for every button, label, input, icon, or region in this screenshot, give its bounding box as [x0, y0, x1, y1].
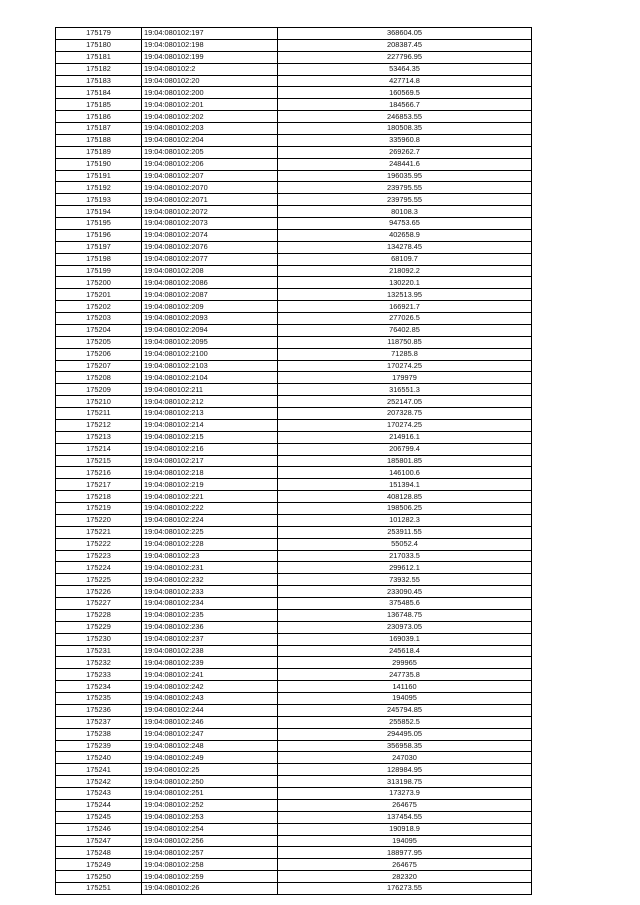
- table-row: [56, 111, 532, 123]
- cadastral-number-cell: 19:04:080102:224: [142, 514, 278, 526]
- row-id-cell: 175213: [56, 431, 142, 443]
- value-cell: 206799.4: [278, 443, 532, 455]
- row-id-cell: 175225: [56, 574, 142, 586]
- table-row: [56, 87, 532, 99]
- table-row: [56, 253, 532, 265]
- table-row: [56, 75, 532, 87]
- cadastral-number-cell: 19:04:080102:201: [142, 99, 278, 111]
- table-row: [56, 206, 532, 218]
- table-row: [56, 609, 532, 621]
- value-cell: 68109.7: [278, 253, 532, 265]
- table-row: [56, 681, 532, 693]
- cadastral-number-cell: 19:04:080102:2103: [142, 360, 278, 372]
- table-row: [56, 289, 532, 301]
- value-cell: 282320: [278, 871, 532, 883]
- row-id-cell: 175218: [56, 491, 142, 503]
- table-row: [56, 514, 532, 526]
- value-cell: 173273.9: [278, 788, 532, 800]
- table-row: [56, 372, 532, 384]
- table-row: [56, 182, 532, 194]
- cadastral-number-cell: 19:04:080102:199: [142, 51, 278, 63]
- value-cell: 137454.55: [278, 811, 532, 823]
- table-row: [56, 51, 532, 63]
- cadastral-number-cell: 19:04:080102:237: [142, 633, 278, 645]
- value-cell: 427714.8: [278, 75, 532, 87]
- cadastral-number-cell: 19:04:080102:216: [142, 443, 278, 455]
- cadastral-number-cell: 19:04:080102:2071: [142, 194, 278, 206]
- value-cell: 239795.55: [278, 194, 532, 206]
- table-row: [56, 752, 532, 764]
- row-id-cell: 175247: [56, 835, 142, 847]
- table-row: [56, 526, 532, 538]
- cadastral-number-cell: 19:04:080102:238: [142, 645, 278, 657]
- cadastral-number-cell: 19:04:080102:244: [142, 704, 278, 716]
- row-id-cell: 175227: [56, 598, 142, 610]
- row-id-cell: 175250: [56, 871, 142, 883]
- table-row: [56, 598, 532, 610]
- value-cell: 207328.75: [278, 408, 532, 420]
- cadastral-number-cell: 19:04:080102:225: [142, 526, 278, 538]
- value-cell: 233090.45: [278, 586, 532, 598]
- row-id-cell: 175182: [56, 63, 142, 75]
- table-row: [56, 455, 532, 467]
- row-id-cell: 175189: [56, 146, 142, 158]
- cadastral-number-cell: 19:04:080102:2093: [142, 313, 278, 325]
- cadastral-number-cell: 19:04:080102:2087: [142, 289, 278, 301]
- row-id-cell: 175205: [56, 336, 142, 348]
- row-id-cell: 175240: [56, 752, 142, 764]
- cadastral-number-cell: 19:04:080102:2100: [142, 348, 278, 360]
- value-cell: 294495.05: [278, 728, 532, 740]
- cadastral-number-cell: 19:04:080102:242: [142, 681, 278, 693]
- value-cell: 94753.65: [278, 218, 532, 230]
- value-cell: 73932.55: [278, 574, 532, 586]
- table-row: [56, 799, 532, 811]
- value-cell: 71285.8: [278, 348, 532, 360]
- table-row: [56, 562, 532, 574]
- value-cell: 227796.95: [278, 51, 532, 63]
- cadastral-number-cell: 19:04:080102:25: [142, 764, 278, 776]
- value-cell: 335960.8: [278, 134, 532, 146]
- value-cell: 80108.3: [278, 206, 532, 218]
- cadastral-number-cell: 19:04:080102:247: [142, 728, 278, 740]
- row-id-cell: 175229: [56, 621, 142, 633]
- value-cell: 188977.95: [278, 847, 532, 859]
- row-id-cell: 175211: [56, 408, 142, 420]
- row-id-cell: 175200: [56, 277, 142, 289]
- row-id-cell: 175192: [56, 182, 142, 194]
- row-id-cell: 175243: [56, 788, 142, 800]
- value-cell: 269262.7: [278, 146, 532, 158]
- value-cell: 166921.7: [278, 301, 532, 313]
- table-row: [56, 704, 532, 716]
- value-cell: 245794.85: [278, 704, 532, 716]
- table-row: [56, 776, 532, 788]
- table-row: [56, 301, 532, 313]
- table-row: [56, 693, 532, 705]
- row-id-cell: 175208: [56, 372, 142, 384]
- row-id-cell: 175186: [56, 111, 142, 123]
- cadastral-number-cell: 19:04:080102:253: [142, 811, 278, 823]
- value-cell: 253911.55: [278, 526, 532, 538]
- row-id-cell: 175193: [56, 194, 142, 206]
- value-cell: 198506.25: [278, 503, 532, 515]
- table-row: [56, 313, 532, 325]
- row-id-cell: 175238: [56, 728, 142, 740]
- table-row: [56, 859, 532, 871]
- row-id-cell: 175203: [56, 313, 142, 325]
- table-row: [56, 419, 532, 431]
- row-id-cell: 175185: [56, 99, 142, 111]
- table-row: [56, 491, 532, 503]
- row-id-cell: 175210: [56, 396, 142, 408]
- value-cell: 190918.9: [278, 823, 532, 835]
- cadastral-number-cell: 19:04:080102:2094: [142, 324, 278, 336]
- row-id-cell: 175251: [56, 883, 142, 895]
- cadastral-number-cell: 19:04:080102:204: [142, 134, 278, 146]
- row-id-cell: 175199: [56, 265, 142, 277]
- value-cell: 101282.3: [278, 514, 532, 526]
- value-cell: 180508.35: [278, 123, 532, 135]
- table-row: [56, 835, 532, 847]
- cadastral-number-cell: 19:04:080102:228: [142, 538, 278, 550]
- row-id-cell: 175183: [56, 75, 142, 87]
- table-row: [56, 621, 532, 633]
- value-cell: 136748.75: [278, 609, 532, 621]
- table-row: [56, 657, 532, 669]
- row-id-cell: 175234: [56, 681, 142, 693]
- cadastral-number-cell: 19:04:080102:256: [142, 835, 278, 847]
- table-row: [56, 871, 532, 883]
- row-id-cell: 175224: [56, 562, 142, 574]
- row-id-cell: 175197: [56, 241, 142, 253]
- cadastral-number-cell: 19:04:080102:200: [142, 87, 278, 99]
- cadastral-number-cell: 19:04:080102:197: [142, 28, 278, 40]
- table-row: [56, 336, 532, 348]
- value-cell: 356958.35: [278, 740, 532, 752]
- cadastral-number-cell: 19:04:080102:207: [142, 170, 278, 182]
- cadastral-number-cell: 19:04:080102:2104: [142, 372, 278, 384]
- value-cell: 218092.2: [278, 265, 532, 277]
- table-row: [56, 431, 532, 443]
- table-row: [56, 218, 532, 230]
- cadastral-number-cell: 19:04:080102:234: [142, 598, 278, 610]
- row-id-cell: 175237: [56, 716, 142, 728]
- cadastral-number-cell: 19:04:080102:231: [142, 562, 278, 574]
- cadastral-number-cell: 19:04:080102:2074: [142, 229, 278, 241]
- value-cell: 277026.5: [278, 313, 532, 325]
- row-id-cell: 175233: [56, 669, 142, 681]
- row-id-cell: 175191: [56, 170, 142, 182]
- row-id-cell: 175242: [56, 776, 142, 788]
- table-row: [56, 384, 532, 396]
- cadastral-number-cell: 19:04:080102:258: [142, 859, 278, 871]
- table-row: [56, 324, 532, 336]
- value-cell: 375485.6: [278, 598, 532, 610]
- cadastral-number-cell: 19:04:080102:211: [142, 384, 278, 396]
- value-cell: 208387.45: [278, 39, 532, 51]
- value-cell: 130220.1: [278, 277, 532, 289]
- cadastral-number-cell: 19:04:080102:215: [142, 431, 278, 443]
- cadastral-number-cell: 19:04:080102:206: [142, 158, 278, 170]
- row-id-cell: 175209: [56, 384, 142, 396]
- value-cell: 316551.3: [278, 384, 532, 396]
- row-id-cell: 175248: [56, 847, 142, 859]
- table-row: [56, 716, 532, 728]
- row-id-cell: 175216: [56, 467, 142, 479]
- row-id-cell: 175249: [56, 859, 142, 871]
- table-row: [56, 134, 532, 146]
- value-cell: 128984.95: [278, 764, 532, 776]
- row-id-cell: 175222: [56, 538, 142, 550]
- table-row: [56, 550, 532, 562]
- value-cell: 247735.8: [278, 669, 532, 681]
- value-cell: 184566.7: [278, 99, 532, 111]
- table-row: [56, 170, 532, 182]
- cadastral-number-cell: 19:04:080102:217: [142, 455, 278, 467]
- row-id-cell: 175241: [56, 764, 142, 776]
- row-id-cell: 175219: [56, 503, 142, 515]
- cadastral-number-cell: 19:04:080102:209: [142, 301, 278, 313]
- cadastral-number-cell: 19:04:080102:202: [142, 111, 278, 123]
- row-id-cell: 175235: [56, 693, 142, 705]
- cadastral-number-cell: 19:04:080102:243: [142, 693, 278, 705]
- cadastral-number-cell: 19:04:080102:233: [142, 586, 278, 598]
- row-id-cell: 175187: [56, 123, 142, 135]
- row-id-cell: 175236: [56, 704, 142, 716]
- table-row: [56, 229, 532, 241]
- row-id-cell: 175194: [56, 206, 142, 218]
- cadastral-number-cell: 19:04:080102:254: [142, 823, 278, 835]
- value-cell: 230973.05: [278, 621, 532, 633]
- value-cell: 264675: [278, 799, 532, 811]
- cadastral-number-cell: 19:04:080102:2073: [142, 218, 278, 230]
- cadastral-number-cell: 19:04:080102:205: [142, 146, 278, 158]
- table-row: [56, 633, 532, 645]
- table-body: [56, 28, 532, 895]
- table-row: [56, 538, 532, 550]
- row-id-cell: 175206: [56, 348, 142, 360]
- cadastral-number-cell: 19:04:080102:23: [142, 550, 278, 562]
- row-id-cell: 175202: [56, 301, 142, 313]
- table-row: [56, 348, 532, 360]
- value-cell: 368604.05: [278, 28, 532, 40]
- row-id-cell: 175198: [56, 253, 142, 265]
- value-cell: 169039.1: [278, 633, 532, 645]
- cadastral-number-cell: 19:04:080102:257: [142, 847, 278, 859]
- value-cell: 134278.45: [278, 241, 532, 253]
- row-id-cell: 175180: [56, 39, 142, 51]
- table-row: [56, 265, 532, 277]
- row-id-cell: 175226: [56, 586, 142, 598]
- cadastral-number-cell: 19:04:080102:214: [142, 419, 278, 431]
- cadastral-number-cell: 19:04:080102:259: [142, 871, 278, 883]
- data-table: [55, 27, 532, 895]
- value-cell: 141160: [278, 681, 532, 693]
- table-row: [56, 194, 532, 206]
- row-id-cell: 175184: [56, 87, 142, 99]
- row-id-cell: 175179: [56, 28, 142, 40]
- table-row: [56, 396, 532, 408]
- value-cell: 239795.55: [278, 182, 532, 194]
- cadastral-number-cell: 19:04:080102:26: [142, 883, 278, 895]
- value-cell: 151394.1: [278, 479, 532, 491]
- value-cell: 248441.6: [278, 158, 532, 170]
- table-row: [56, 586, 532, 598]
- table-row: [56, 123, 532, 135]
- cadastral-number-cell: 19:04:080102:249: [142, 752, 278, 764]
- cadastral-number-cell: 19:04:080102:252: [142, 799, 278, 811]
- cadastral-number-cell: 19:04:080102:2072: [142, 206, 278, 218]
- row-id-cell: 175230: [56, 633, 142, 645]
- table-row: [56, 277, 532, 289]
- table-row: [56, 883, 532, 895]
- row-id-cell: 175195: [56, 218, 142, 230]
- table-row: [56, 847, 532, 859]
- table-row: [56, 360, 532, 372]
- cadastral-number-cell: 19:04:080102:198: [142, 39, 278, 51]
- table-row: [56, 764, 532, 776]
- value-cell: 299965: [278, 657, 532, 669]
- row-id-cell: 175212: [56, 419, 142, 431]
- value-cell: 408128.85: [278, 491, 532, 503]
- row-id-cell: 175196: [56, 229, 142, 241]
- value-cell: 247030: [278, 752, 532, 764]
- table-row: [56, 811, 532, 823]
- value-cell: 118750.85: [278, 336, 532, 348]
- value-cell: 146100.6: [278, 467, 532, 479]
- table-row: [56, 740, 532, 752]
- table-row: [56, 39, 532, 51]
- row-id-cell: 175239: [56, 740, 142, 752]
- value-cell: 196035.95: [278, 170, 532, 182]
- row-id-cell: 175204: [56, 324, 142, 336]
- row-id-cell: 175215: [56, 455, 142, 467]
- value-cell: 185801.85: [278, 455, 532, 467]
- cadastral-number-cell: 19:04:080102:213: [142, 408, 278, 420]
- cadastral-number-cell: 19:04:080102:248: [142, 740, 278, 752]
- row-id-cell: 175246: [56, 823, 142, 835]
- value-cell: 402658.9: [278, 229, 532, 241]
- cadastral-number-cell: 19:04:080102:2086: [142, 277, 278, 289]
- value-cell: 53464.35: [278, 63, 532, 75]
- row-id-cell: 175232: [56, 657, 142, 669]
- cadastral-number-cell: 19:04:080102:250: [142, 776, 278, 788]
- cadastral-number-cell: 19:04:080102:20: [142, 75, 278, 87]
- cadastral-number-cell: 19:04:080102:2076: [142, 241, 278, 253]
- row-id-cell: 175221: [56, 526, 142, 538]
- cadastral-number-cell: 19:04:080102:212: [142, 396, 278, 408]
- cadastral-number-cell: 19:04:080102:218: [142, 467, 278, 479]
- row-id-cell: 175190: [56, 158, 142, 170]
- table-row: [56, 408, 532, 420]
- value-cell: 160569.5: [278, 87, 532, 99]
- table-row: [56, 574, 532, 586]
- table-row: [56, 28, 532, 40]
- value-cell: 255852.5: [278, 716, 532, 728]
- cadastral-number-cell: 19:04:080102:203: [142, 123, 278, 135]
- row-id-cell: 175188: [56, 134, 142, 146]
- row-id-cell: 175231: [56, 645, 142, 657]
- cadastral-number-cell: 19:04:080102:2077: [142, 253, 278, 265]
- table-row: [56, 645, 532, 657]
- table-row: [56, 503, 532, 515]
- row-id-cell: 175201: [56, 289, 142, 301]
- value-cell: 246853.55: [278, 111, 532, 123]
- table-row: [56, 728, 532, 740]
- table-row: [56, 158, 532, 170]
- table-row: [56, 241, 532, 253]
- row-id-cell: 175220: [56, 514, 142, 526]
- value-cell: 245618.4: [278, 645, 532, 657]
- cadastral-number-cell: 19:04:080102:239: [142, 657, 278, 669]
- cadastral-number-cell: 19:04:080102:222: [142, 503, 278, 515]
- value-cell: 214916.1: [278, 431, 532, 443]
- row-id-cell: 175217: [56, 479, 142, 491]
- cadastral-number-cell: 19:04:080102:2095: [142, 336, 278, 348]
- value-cell: 313198.75: [278, 776, 532, 788]
- cadastral-number-cell: 19:04:080102:219: [142, 479, 278, 491]
- cadastral-number-cell: 19:04:080102:2070: [142, 182, 278, 194]
- row-id-cell: 175228: [56, 609, 142, 621]
- value-cell: 176273.55: [278, 883, 532, 895]
- row-id-cell: 175214: [56, 443, 142, 455]
- table-row: [56, 669, 532, 681]
- table-row: [56, 823, 532, 835]
- table-row: [56, 443, 532, 455]
- cadastral-number-cell: 19:04:080102:251: [142, 788, 278, 800]
- value-cell: 179979: [278, 372, 532, 384]
- value-cell: 264675: [278, 859, 532, 871]
- table-row: [56, 788, 532, 800]
- cadastral-number-cell: 19:04:080102:232: [142, 574, 278, 586]
- cadastral-number-cell: 19:04:080102:2: [142, 63, 278, 75]
- row-id-cell: 175244: [56, 799, 142, 811]
- value-cell: 170274.25: [278, 360, 532, 372]
- table-row: [56, 63, 532, 75]
- cadastral-number-cell: 19:04:080102:236: [142, 621, 278, 633]
- table-row: [56, 467, 532, 479]
- cadastral-number-cell: 19:04:080102:246: [142, 716, 278, 728]
- value-cell: 299612.1: [278, 562, 532, 574]
- cadastral-number-cell: 19:04:080102:221: [142, 491, 278, 503]
- value-cell: 194095: [278, 835, 532, 847]
- cadastral-number-cell: 19:04:080102:235: [142, 609, 278, 621]
- table-row: [56, 479, 532, 491]
- value-cell: 76402.85: [278, 324, 532, 336]
- value-cell: 194095: [278, 693, 532, 705]
- cadastral-number-cell: 19:04:080102:208: [142, 265, 278, 277]
- table-row: [56, 99, 532, 111]
- value-cell: 55052.4: [278, 538, 532, 550]
- table-row: [56, 146, 532, 158]
- row-id-cell: 175181: [56, 51, 142, 63]
- row-id-cell: 175223: [56, 550, 142, 562]
- value-cell: 170274.25: [278, 419, 532, 431]
- row-id-cell: 175245: [56, 811, 142, 823]
- value-cell: 252147.05: [278, 396, 532, 408]
- value-cell: 132513.95: [278, 289, 532, 301]
- cadastral-number-cell: 19:04:080102:241: [142, 669, 278, 681]
- value-cell: 217033.5: [278, 550, 532, 562]
- row-id-cell: 175207: [56, 360, 142, 372]
